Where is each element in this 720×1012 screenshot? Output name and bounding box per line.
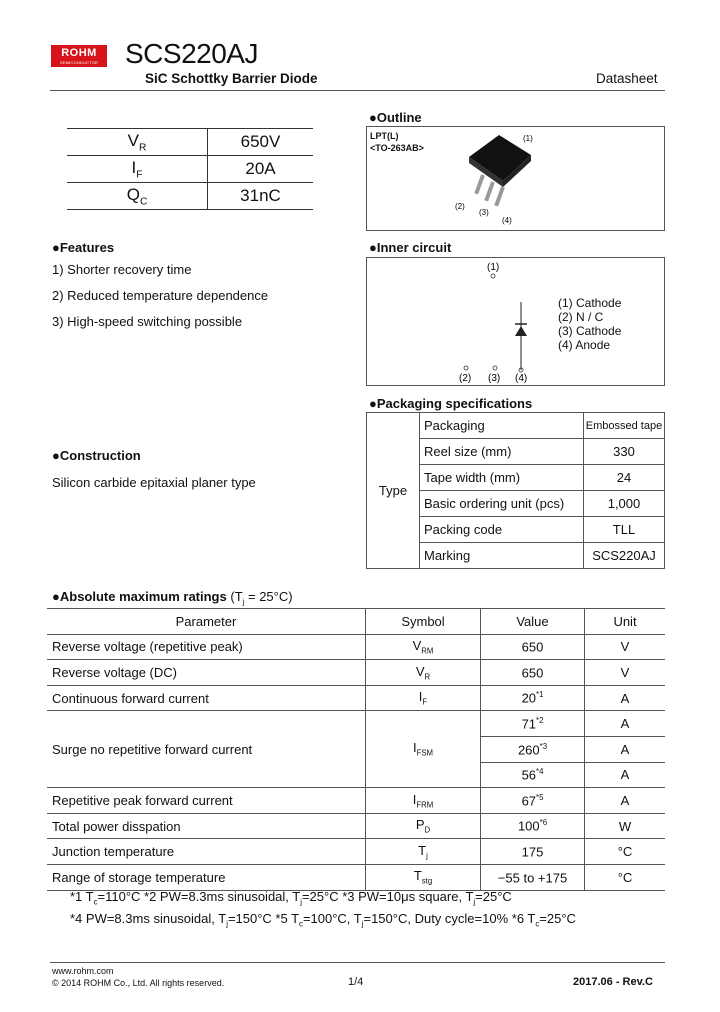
table-row: Total power disspation $P_D$ 100$^{*6}$ W [47,813,665,839]
packaging-heading: ●Packaging specifications [369,396,533,411]
key-specs-table [67,128,313,210]
pin-legend-item: (1) Cathode [558,296,622,310]
rohm-logo: ROHM SEMICONDUCTOR [51,45,107,67]
pin-legend-item: (4) Anode [558,338,611,352]
svg-text:(1): (1) [523,134,533,143]
construction-text: Silicon carbide epitaxial planer type [52,475,256,490]
table-row: 56$^{*4}$ A [47,762,665,788]
footnote-line-1: *1 $T_c=110^\circ C$ *2 PW=8.3ms sinusoidal, $T_j=25^\circ C$ *3 PW=10μs square, $T_j=25^\circ C$ [70,889,512,907]
inner-circuit-heading: ●Inner circuit [369,240,452,255]
table-row: Range of storage temperature $T_{stg}$ −55 to +175 °C [47,864,665,890]
table-row: Continuous forward current $I_F$ 20$^{*1}$ A [47,685,665,711]
footer-copyright: © 2014 ROHM Co., Ltd. All rights reserved. [52,978,225,988]
header-divider [50,90,665,91]
document-type: Datasheet [596,71,658,86]
table-row: Tape width (mm) 24 [367,465,665,491]
table-row: Packing code TLL [367,517,665,543]
key-spec-value: 650V [208,129,314,156]
table-row: Type Packaging Embossed tape [367,413,665,439]
features-heading: ●Features [52,240,115,255]
footer-divider [50,962,665,963]
key-spec-symbol: $Q_C$ [67,183,208,210]
inner-circuit-box [366,257,665,386]
pin-legend-item: (2) N / C [558,310,604,324]
svg-text:(2): (2) [459,373,472,384]
type-label: Type [367,413,420,569]
part-number: SCS220AJ [125,38,258,69]
page-number: 1/4 [348,976,364,988]
svg-text:(4): (4) [502,216,512,225]
table-row: Reel size (mm) 330 [367,439,665,465]
svg-text:(1): (1) [487,262,500,273]
pin-legend [558,296,621,352]
key-spec-row [67,156,313,183]
table-row: Repetitive peak forward current $I_{FRM}$ 67$^{*5}$ A [47,788,665,814]
key-spec-row [67,183,313,210]
table-row: Marking SCS220AJ [367,543,665,569]
key-spec-row [67,129,313,156]
svg-text:(3): (3) [479,208,489,217]
table-row: Reverse voltage (DC) $V_R$ 650 V [47,660,665,686]
outline-heading: ●Outline [369,110,422,125]
key-spec-symbol: $I_F$ [67,156,208,183]
circuit-diagram-icon [367,258,557,385]
table-row: Surge no repetitive forward current $I_{FSM}$ 71$^{*2}$ A [47,711,665,737]
pin-legend-item: (3) Cathode [558,324,622,338]
table-header-row: Parameter Symbol Value Unit [47,609,665,635]
footer-url[interactable]: www.rohm.com [52,966,114,976]
outline-box [366,126,665,231]
amr-heading: ●Absolute maximum ratings $(T_j = 25^\circ C)$ [52,589,293,607]
table-row: 260$^{*3}$ A [47,736,665,762]
table-row: Junction temperature $T_j$ 175 °C [47,839,665,865]
key-spec-value: 31nC [208,183,314,210]
construction-heading: ●Construction [52,448,141,463]
revision: 2017.06 - Rev.C [573,976,653,988]
package-drawing-icon [447,129,547,227]
product-subtitle: SiC Schottky Barrier Diode [145,71,318,86]
svg-text:(3): (3) [488,373,501,384]
table-row: Basic ordering unit (pcs) 1,000 [367,491,665,517]
package-name: LPT(L) <TO-263AB> [370,131,424,153]
footnote-line-2: *4 PW=8.3ms sinusoidal, $T_j=150^\circ C$ *5 $T_c=100^\circ C$, $T_j=150^\circ C$, Duty cycle=10% *6 $T_c=25^\circ C$ [70,911,576,929]
key-spec-value: 20A [208,156,314,183]
key-spec-symbol: $V_R$ [67,129,208,156]
table-row: Reverse voltage (repetitive peak) $V_{RM}$ 650 V [47,634,665,660]
packaging-table [366,412,665,569]
feature-item: 2) Reduced temperature dependence [52,288,269,303]
feature-item: 1) Shorter recovery time [52,262,192,277]
svg-text:(2): (2) [455,202,465,211]
absolute-max-ratings-table [47,608,665,891]
svg-text:(4): (4) [515,373,528,384]
feature-item: 3) High-speed switching possible [52,314,243,329]
